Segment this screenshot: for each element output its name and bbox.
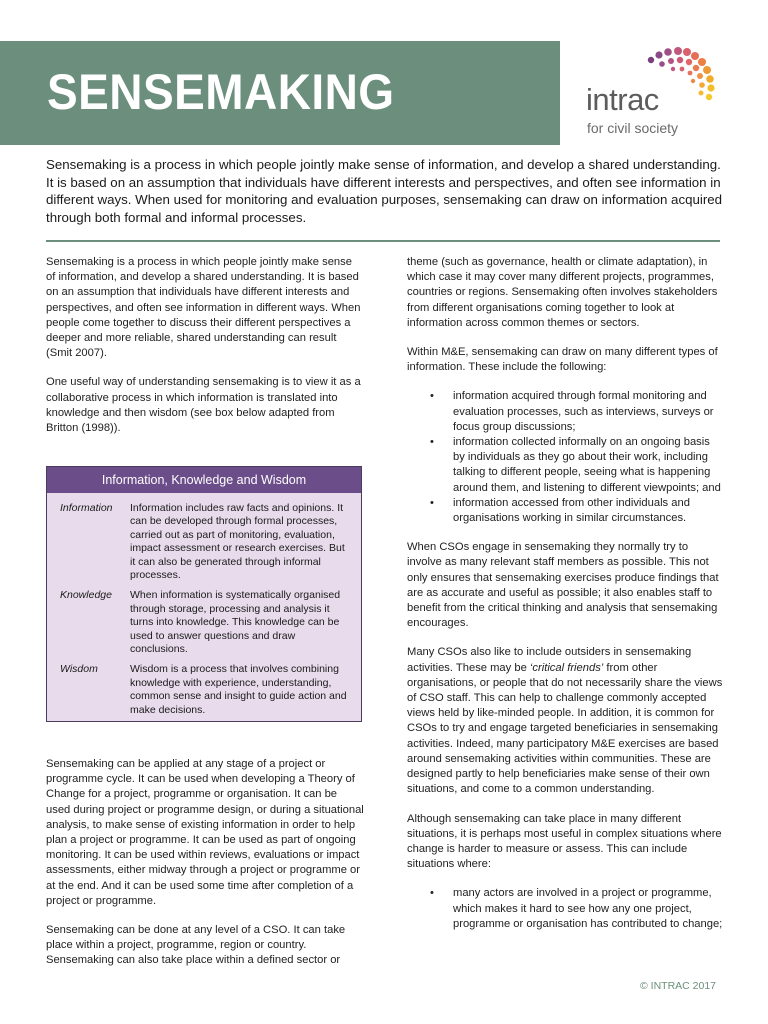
copyright-footer: © INTRAC 2017: [640, 980, 717, 992]
bullet-list: [407, 389, 723, 526]
box-title: Information, Knowledge and Wisdom: [47, 467, 361, 493]
box-row-wisdom: [47, 663, 361, 717]
body-paragraph: Sensemaking can be applied at any stage of a project or programme cycle. It can be used when developing a Theory of Change for a project, programme or organisation. It can be used during project or programme design, or during a situational analysis, to make sense of existing information in order to help plan a project or programme. It can be used as part of ongoing monitoring. It can be used within reviews, evaluations or impact assessments, either midway through a project or programme or at the end. And it can be used some time after completion of a project or programme.: [46, 758, 364, 907]
page-title: SENSEMAKING: [47, 64, 395, 120]
list-item: • information accessed from other individuals and organisations working in similar circumstances.: [453, 496, 723, 526]
body-paragraph: When CSOs engage in sensemaking they normally try to involve as many relevant staff members as possible. This not only ensures that sensemaking exercises produce findings that are as accurate and useful as possible; it also enables staff to benefit from the critical thinking and analysis that sensemaking encourages.: [407, 541, 719, 630]
list-item: • information acquired through formal monitoring and evaluation processes, such as interviews, surveys or focus group discussions;: [453, 389, 723, 435]
box-row-knowledge: [47, 589, 361, 656]
box-term: Wisdom: [60, 663, 98, 676]
box-term: Knowledge: [60, 589, 112, 602]
body-paragraph: theme (such as governance, health or climate adaptation), in which case it may cover many different projects, programmes, countries or regions. Sensemaking often involves stakeholders from different organisations coming together to look at information across common themes or sectors.: [407, 256, 718, 329]
logo-tagline: for civil society: [587, 120, 679, 136]
body-paragraph: Although sensemaking can take place in many different situations, it is perhaps most useful in complex situations where change is harder to measure or assess. This can include situations where:: [407, 812, 722, 871]
list-item: • information collected informally on an ongoing basis by individuals as they go about their work, including talking to different people, seeing what is happening around them, and listening to different viewpoints; and: [453, 435, 723, 496]
box-definition: Information includes raw facts and opinions. It can be developed through formal processes, carried out as part of monitoring, evaluation, impact assessment or research exercises. But it can also be generated through informal processes.: [130, 502, 345, 582]
logo-wordmark: intrac: [586, 82, 659, 117]
body-paragraph: [407, 645, 723, 797]
text-span: Many CSOs also like to include outsiders in sensemaking activities. These may be: [407, 646, 692, 674]
box-term: Information: [60, 502, 113, 514]
emphasis-text: ‘critical friends’: [529, 661, 604, 674]
title-banner: [0, 41, 560, 145]
intro-paragraph: Sensemaking is a process in which people jointly make sense of information, and develop a shared understanding. It is based on an assumption that individuals have different interests and perspectives, and often see information in different ways. When used for monitoring and evaluation purposes, sensemaking can draw on information acquired through both formal and informal processes.: [46, 157, 723, 225]
body-paragraph: One useful way of understanding sensemaking is to view it as a collaborative process in which information is translated into knowledge and then wisdom (see box below adapted from Britton (1998)).: [46, 376, 361, 435]
left-column: [46, 255, 364, 450]
intrac-logo: [583, 46, 733, 142]
right-column: [407, 255, 723, 946]
info-knowledge-wisdom-box: [46, 466, 362, 722]
left-column-lower: [46, 757, 364, 983]
box-row-information: [47, 502, 361, 582]
body-paragraph: Sensemaking is a process in which people jointly make sense of information, and develop a shared understanding. It is based on an assumption that individuals have different interests and perspectives, and often see information in different ways. When people come together to discuss their different perspectives a deeper and more reliable, shared understanding can result (Smit 2007).: [46, 256, 361, 360]
body-paragraph: Within M&E, sensemaking can draw on many different types of information. These include the following:: [407, 346, 718, 374]
list-item: • many actors are involved in a project or programme, which makes it hard to see how any one project, programme or organisation has contributed to change;: [453, 886, 723, 932]
bullet-list: [407, 886, 723, 932]
section-divider: [46, 240, 720, 242]
text-span: from other organisations, or people that do not necessarily share the views of CSO staff. This can help to challenge commonly accepted views held by like-minded people. In addition, it is common for CSOs to try and engage targeted beneficiaries in sensemaking activities. Indeed, many participatory M&E exercises are based around sensemaking activities within communities. These are designed partly to help beneficiaries make sense of their own situations, and come to a common understanding.: [407, 661, 723, 796]
body-paragraph: Sensemaking can be done at any level of a CSO. It can take place within a project, programme, region or country. Sensemaking can also take place within a defined sector or: [46, 924, 346, 967]
box-definition: When information is systematically organised through storage, processing and analysis it turns into knowledge. This knowledge can be used to answer questions and draw conclusions.: [130, 589, 341, 656]
box-definition: Wisdom is a process that involves combining knowledge with experience, understanding, common sense and insight to guide action and make decisions.: [130, 663, 347, 716]
